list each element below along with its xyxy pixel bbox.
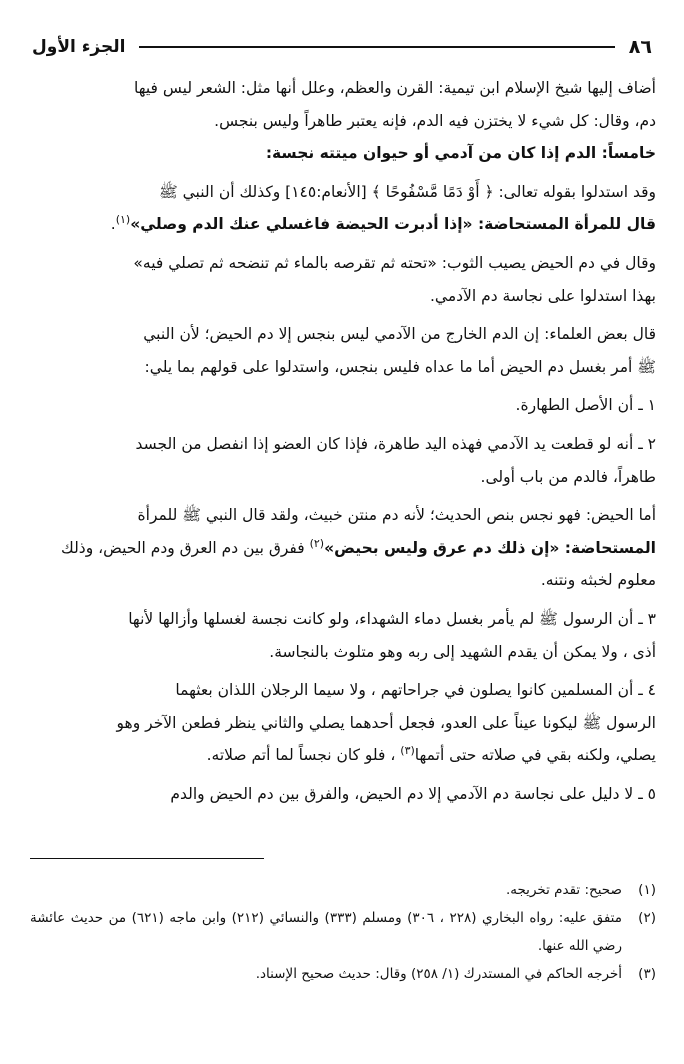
paragraph-line: أضاف إليها شيخ الإسلام ابن تيمية: القرن والعظم، وعلل أنها مثل: الشعر ليس فيها (134, 79, 656, 97)
header-divider (139, 46, 614, 48)
paragraph-line: أما الحيض: فهو نجس بنص الحديث؛ لأنه دم منتن خبيث، ولقد قال النبي ﷺ للمرأة (137, 506, 656, 525)
list-item: ٥ ـ لا دليل على نجاسة دم الآدمي إلا دم الحيض، والفرق بين دم الحيض والدم (170, 784, 656, 803)
footnotes (30, 876, 656, 988)
paragraph-line: دم، وقال: كل شيء لا يختزن فيه الدم، فإنه يعتبر طاهراً وليس بنجس. (214, 111, 656, 130)
footnote-ref[interactable]: (٣) (400, 744, 415, 758)
paragraph-line (30, 532, 656, 565)
list-item: طاهراً، فالدم من باب أولى. (480, 467, 656, 486)
footnote-text: صحيح: تقدم تخريجه. (505, 882, 622, 898)
document-page (30, 30, 656, 1040)
footnote-ref[interactable]: (١) (115, 213, 131, 227)
section-heading: خامساً: الدم إذا كان من آدمي أو حيوان ميتته نجسة: (265, 144, 656, 163)
paragraph-line: ﷺ أمر بغسل دم الحيض أما ما عداه فليس بنجس، واستدلوا على قولهم بما يلي: (144, 357, 656, 376)
footnote-ref[interactable]: (٢) (309, 536, 325, 550)
paragraph-line: معلوم لخبثه ونتنه. (540, 571, 656, 590)
part-title: الجزء الأول (32, 37, 126, 57)
footnote-number: (٣) (638, 966, 656, 982)
footnote (30, 960, 656, 988)
hadith-quote: المستحاضة: «إن ذلك دم عرق وليس بحيض» (324, 538, 656, 557)
footnote-text: أخرجه الحاكم في المستدرك (١/ ٢٥٨) وقال: حديث صحيح الإسناد. (255, 966, 622, 982)
text-fragment: يصلي، ولكنه بقي في صلاته حتى أتمها (414, 746, 656, 765)
list-item: الرسول ﷺ ليكونا عيناً على العدو، فجعل أحدهما يصلي والثاني ينظر فطعن الآخر وهو (116, 713, 656, 732)
footnote (30, 876, 656, 904)
paragraph-line: بهذا استدلوا على نجاسة دم الآدمي. (429, 286, 656, 305)
footnote-text: متفق عليه: رواه البخاري (٢٢٨ ، ٣٠٦) ومسلم (٣٣٣) والنسائي (٢١٢) وابن ماجه (٦٢١) من حديث عائشة رضي الله عنها. (30, 910, 622, 954)
paragraph-line (30, 208, 656, 241)
paragraph-line: قال بعض العلماء: إن الدم الخارج من الآدمي ليس بنجس إلا دم الحيض؛ لأن النبي (143, 325, 656, 344)
hadith-quote: قال للمرأة المستحاضة: «إذا أدبرت الحيضة فاغسلي عنك الدم وصلي» (130, 215, 656, 234)
text-fragment: ، فلو كان نجساً لما أتم صلاته. (206, 746, 401, 765)
page-header (30, 30, 656, 64)
footnote-number: (١) (638, 882, 656, 898)
list-item: ١ ـ أن الأصل الطهارة. (515, 396, 656, 415)
footnote (30, 904, 656, 960)
paragraph-line (30, 247, 656, 280)
footnote-number: (٢) (638, 910, 656, 926)
paragraph-line: وقد استدلوا بقوله تعالى: ﴿ أَوْ دَمًا مَّسْفُوحًا ﴾ [الأنعام:١٤٥] وكذلك أن النبي ﷺ (158, 182, 656, 201)
footnote-divider (30, 858, 264, 859)
list-item: ٢ ـ أنه لو قطعت يد الآدمي فهذه اليد طاهرة، فإذا كان العضو إذا انفصل من الجسد (135, 434, 656, 453)
list-item: أذى ، ولا يمكن أن يقدم الشهيد إلى ربه وهو متلوث بالنجاسة. (269, 642, 656, 661)
list-item: ٣ ـ أن الرسول ﷺ لم يأمر بغسل دماء الشهداء، ولو كانت نجسة لغسلها وأزالها لأنها (128, 609, 656, 628)
text-fragment: . (110, 215, 116, 234)
text-fragment: ففرق بين دم العرق ودم الحيض، وذلك (61, 538, 310, 557)
page-number: ٨٦ (628, 36, 652, 58)
list-item (30, 739, 656, 772)
list-item: ٤ ـ أن المسلمين كانوا يصلون في جراحاتهم ، ولا سيما الرجلان اللذان بعثهما (175, 681, 656, 700)
hadith-quote: وقال في دم الحيض يصيب الثوب: «تحته ثم تقرصه بالماء ثم تنضحه ثم تصلي فيه» (133, 253, 656, 272)
main-text (30, 72, 656, 810)
